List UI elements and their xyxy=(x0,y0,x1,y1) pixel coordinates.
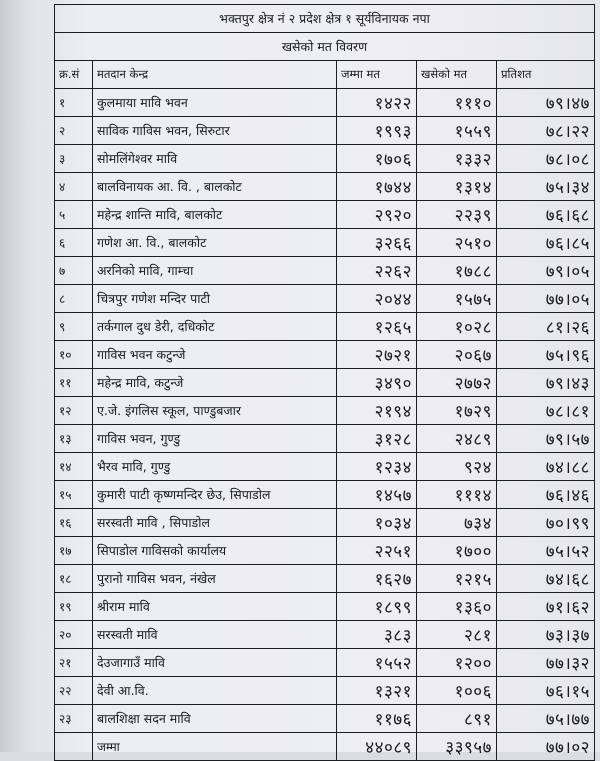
serial-cell: १७ xyxy=(55,537,93,565)
cast-votes-cell: १५५९ xyxy=(417,117,497,145)
total-votes-cell: १८९९ xyxy=(337,593,417,621)
total-votes-cell: ३१२८ xyxy=(337,425,417,453)
percent-cell: ७७।०५ xyxy=(497,285,595,313)
percent-cell: ७९।४७ xyxy=(497,89,595,117)
table-row xyxy=(55,593,595,621)
table-row xyxy=(55,537,595,565)
cast-votes-cell: १७२९ xyxy=(417,397,497,425)
serial-cell: ९ xyxy=(55,313,93,341)
serial-cell: ५ xyxy=(55,201,93,229)
serial-cell: १८ xyxy=(55,565,93,593)
table-row xyxy=(55,341,595,369)
percent-cell: ७३।३७ xyxy=(497,621,595,649)
center-name-cell: सरस्वती मावि xyxy=(93,621,337,649)
serial-cell: १४ xyxy=(55,453,93,481)
table-row xyxy=(55,229,595,257)
center-name-cell: सिपाडोल गाविसको कार्यालय xyxy=(93,537,337,565)
serial-cell: २ xyxy=(55,117,93,145)
percent-cell: ७५।७७ xyxy=(497,705,595,733)
percent-cell: ७८।८१ xyxy=(497,397,595,425)
cast-votes-cell: ९२४ xyxy=(417,453,497,481)
col-header-serial: क्र.सं xyxy=(55,61,93,89)
serial-cell: १ xyxy=(55,89,93,117)
total-votes-cell: १२६५ xyxy=(337,313,417,341)
serial-cell: १६ xyxy=(55,509,93,537)
cast-votes-cell: ८९१ xyxy=(417,705,497,733)
center-name-cell: महेन्द्र मावि, कटुन्जे xyxy=(93,369,337,397)
center-name-cell: तर्कगाल दुध डेरी, दधिकोट xyxy=(93,313,337,341)
percent-cell: ७८।२२ xyxy=(497,117,595,145)
total-votes-cell: १५५२ xyxy=(337,649,417,677)
serial-cell: २२ xyxy=(55,677,93,705)
center-name-cell: गाविस भवन कटुन्जे xyxy=(93,341,337,369)
table-row xyxy=(55,257,595,285)
serial-cell: ६ xyxy=(55,229,93,257)
cast-votes-cell: १५७५ xyxy=(417,285,497,313)
percent-cell: ७९।५७ xyxy=(497,425,595,453)
total-votes-cell: १६२७ xyxy=(337,565,417,593)
serial-cell: १३ xyxy=(55,425,93,453)
cast-votes-cell: १२१५ xyxy=(417,565,497,593)
serial-cell: १२ xyxy=(55,397,93,425)
total-votes-cell: २१९४ xyxy=(337,397,417,425)
cast-votes-cell: २४८९ xyxy=(417,425,497,453)
center-name-cell: देउजागाउँ मावि xyxy=(93,649,337,677)
percent-cell: ७१।६२ xyxy=(497,593,595,621)
table-row xyxy=(55,117,595,145)
title-row xyxy=(55,5,595,33)
serial-cell: २१ xyxy=(55,649,93,677)
percent-cell: ८१।२६ xyxy=(497,313,595,341)
totals-total-votes: ४४०८९ xyxy=(337,733,417,761)
total-votes-cell: १७४४ xyxy=(337,173,417,201)
total-votes-cell: २९२० xyxy=(337,201,417,229)
center-name-cell: साविक गाविस भवन, सिरुटार xyxy=(93,117,337,145)
cast-votes-cell: १२०० xyxy=(417,649,497,677)
col-header-total: जम्मा मत xyxy=(337,61,417,89)
table-row xyxy=(55,425,595,453)
table-row xyxy=(55,173,595,201)
totals-serial-cell xyxy=(55,733,93,761)
serial-cell: १० xyxy=(55,341,93,369)
table-row xyxy=(55,369,595,397)
serial-cell: ३ xyxy=(55,145,93,173)
center-name-cell: सरस्वती मावि , सिपाडोल xyxy=(93,509,337,537)
serial-cell: १५ xyxy=(55,481,93,509)
totals-percent: ७७।०२ xyxy=(497,733,595,761)
total-votes-cell: १०३४ xyxy=(337,509,417,537)
serial-cell: ७ xyxy=(55,257,93,285)
percent-cell: ७७।३२ xyxy=(497,649,595,677)
total-votes-cell: १९९३ xyxy=(337,117,417,145)
serial-cell: ११ xyxy=(55,369,93,397)
cast-votes-cell: १३३२ xyxy=(417,145,497,173)
total-votes-cell: ३४९० xyxy=(337,369,417,397)
percent-cell: ७८।०८ xyxy=(497,145,595,173)
total-votes-cell: ३२६६ xyxy=(337,229,417,257)
total-votes-cell: १२३४ xyxy=(337,453,417,481)
percent-cell: ७४।८८ xyxy=(497,453,595,481)
center-name-cell: बालविनायक आ. वि. , बालकोट xyxy=(93,173,337,201)
table-row xyxy=(55,201,595,229)
center-name-cell: श्रीराम मावि xyxy=(93,593,337,621)
percent-cell: ७६।१५ xyxy=(497,677,595,705)
total-votes-cell: १७०६ xyxy=(337,145,417,173)
percent-cell: ७०।९९ xyxy=(497,509,595,537)
percent-cell: ७४।६८ xyxy=(497,565,595,593)
table-subtitle: खसेको मत विवरण xyxy=(55,33,595,61)
center-name-cell: पुरानो गाविस भवन, नंखेल xyxy=(93,565,337,593)
percent-cell: ७५।९६ xyxy=(497,341,595,369)
cast-votes-cell: २७७२ xyxy=(417,369,497,397)
total-votes-cell: १४५७ xyxy=(337,481,417,509)
column-header-row xyxy=(55,61,595,89)
cast-votes-cell: २५१० xyxy=(417,229,497,257)
col-header-percent: प्रतिशत xyxy=(497,61,595,89)
total-votes-cell: २७२१ xyxy=(337,341,417,369)
total-votes-cell: ११७६ xyxy=(337,705,417,733)
totals-label: जम्मा xyxy=(93,733,337,761)
percent-cell: ७६।४६ xyxy=(497,481,595,509)
subtitle-row xyxy=(55,33,595,61)
table-row xyxy=(55,649,595,677)
table-row xyxy=(55,481,595,509)
table-title: भक्तपुर क्षेत्र नं २ प्रदेश क्षेत्र १ सूर्यविनायक नपा xyxy=(55,5,595,33)
center-name-cell: गणेश आ. वि., बालकोट xyxy=(93,229,337,257)
totals-row xyxy=(55,733,595,761)
col-header-center: मतदान केन्द्र xyxy=(93,61,337,89)
table-row xyxy=(55,705,595,733)
cast-votes-cell: १३१४ xyxy=(417,173,497,201)
table-row xyxy=(55,145,595,173)
center-name-cell: अरनिको मावि, गाम्चा xyxy=(93,257,337,285)
table-row xyxy=(55,453,595,481)
serial-cell: २० xyxy=(55,621,93,649)
table-row xyxy=(55,565,595,593)
cast-votes-cell: २२३९ xyxy=(417,201,497,229)
center-name-cell: कुमारी पाटी कृष्णमन्दिर छेउ, सिपाडोल xyxy=(93,481,337,509)
percent-cell: ७६।८५ xyxy=(497,229,595,257)
total-votes-cell: १३२१ xyxy=(337,677,417,705)
total-votes-cell: २२५१ xyxy=(337,537,417,565)
center-name-cell: कुलमाया मावि भवन xyxy=(93,89,337,117)
cast-votes-cell: १००६ xyxy=(417,677,497,705)
center-name-cell: भैरव मावि, गुण्डु xyxy=(93,453,337,481)
table-row xyxy=(55,285,595,313)
cast-votes-cell: १०२८ xyxy=(417,313,497,341)
col-header-cast: खसेको मत xyxy=(417,61,497,89)
cast-votes-cell: २८१ xyxy=(417,621,497,649)
totals-cast-votes: ३३९५७ xyxy=(417,733,497,761)
cast-votes-cell: १११४ xyxy=(417,481,497,509)
table-row xyxy=(55,397,595,425)
percent-cell: ७९।४३ xyxy=(497,369,595,397)
percent-cell: ७६।६८ xyxy=(497,201,595,229)
table-row xyxy=(55,313,595,341)
center-name-cell: सोमलिंगेश्वर मावि xyxy=(93,145,337,173)
cast-votes-cell: १७८८ xyxy=(417,257,497,285)
cast-votes-cell: १७०० xyxy=(417,537,497,565)
total-votes-cell: २२६२ xyxy=(337,257,417,285)
serial-cell: ८ xyxy=(55,285,93,313)
center-name-cell: ए.जे. इंगलिस स्कूल, पाण्डुबजार xyxy=(93,397,337,425)
center-name-cell: चित्रपुर गणेश मन्दिर पाटी xyxy=(93,285,337,313)
cast-votes-cell: १३६० xyxy=(417,593,497,621)
total-votes-cell: १४२२ xyxy=(337,89,417,117)
table-row xyxy=(55,89,595,117)
cast-votes-cell: १११० xyxy=(417,89,497,117)
total-votes-cell: ३८३ xyxy=(337,621,417,649)
percent-cell: ७५।३४ xyxy=(497,173,595,201)
vote-results-table xyxy=(54,4,595,761)
cast-votes-cell: २०६७ xyxy=(417,341,497,369)
center-name-cell: गाविस भवन, गुण्डु xyxy=(93,425,337,453)
center-name-cell: महेन्द्र शान्ति मावि, बालकोट xyxy=(93,201,337,229)
table-row xyxy=(55,509,595,537)
table-row xyxy=(55,621,595,649)
serial-cell: ४ xyxy=(55,173,93,201)
center-name-cell: देवी आ.वि. xyxy=(93,677,337,705)
percent-cell: ७९।०५ xyxy=(497,257,595,285)
total-votes-cell: २०४४ xyxy=(337,285,417,313)
cast-votes-cell: ७३४ xyxy=(417,509,497,537)
serial-cell: २३ xyxy=(55,705,93,733)
serial-cell: १९ xyxy=(55,593,93,621)
percent-cell: ७५।५२ xyxy=(497,537,595,565)
table-row xyxy=(55,677,595,705)
center-name-cell: बालशिक्षा सदन मावि xyxy=(93,705,337,733)
